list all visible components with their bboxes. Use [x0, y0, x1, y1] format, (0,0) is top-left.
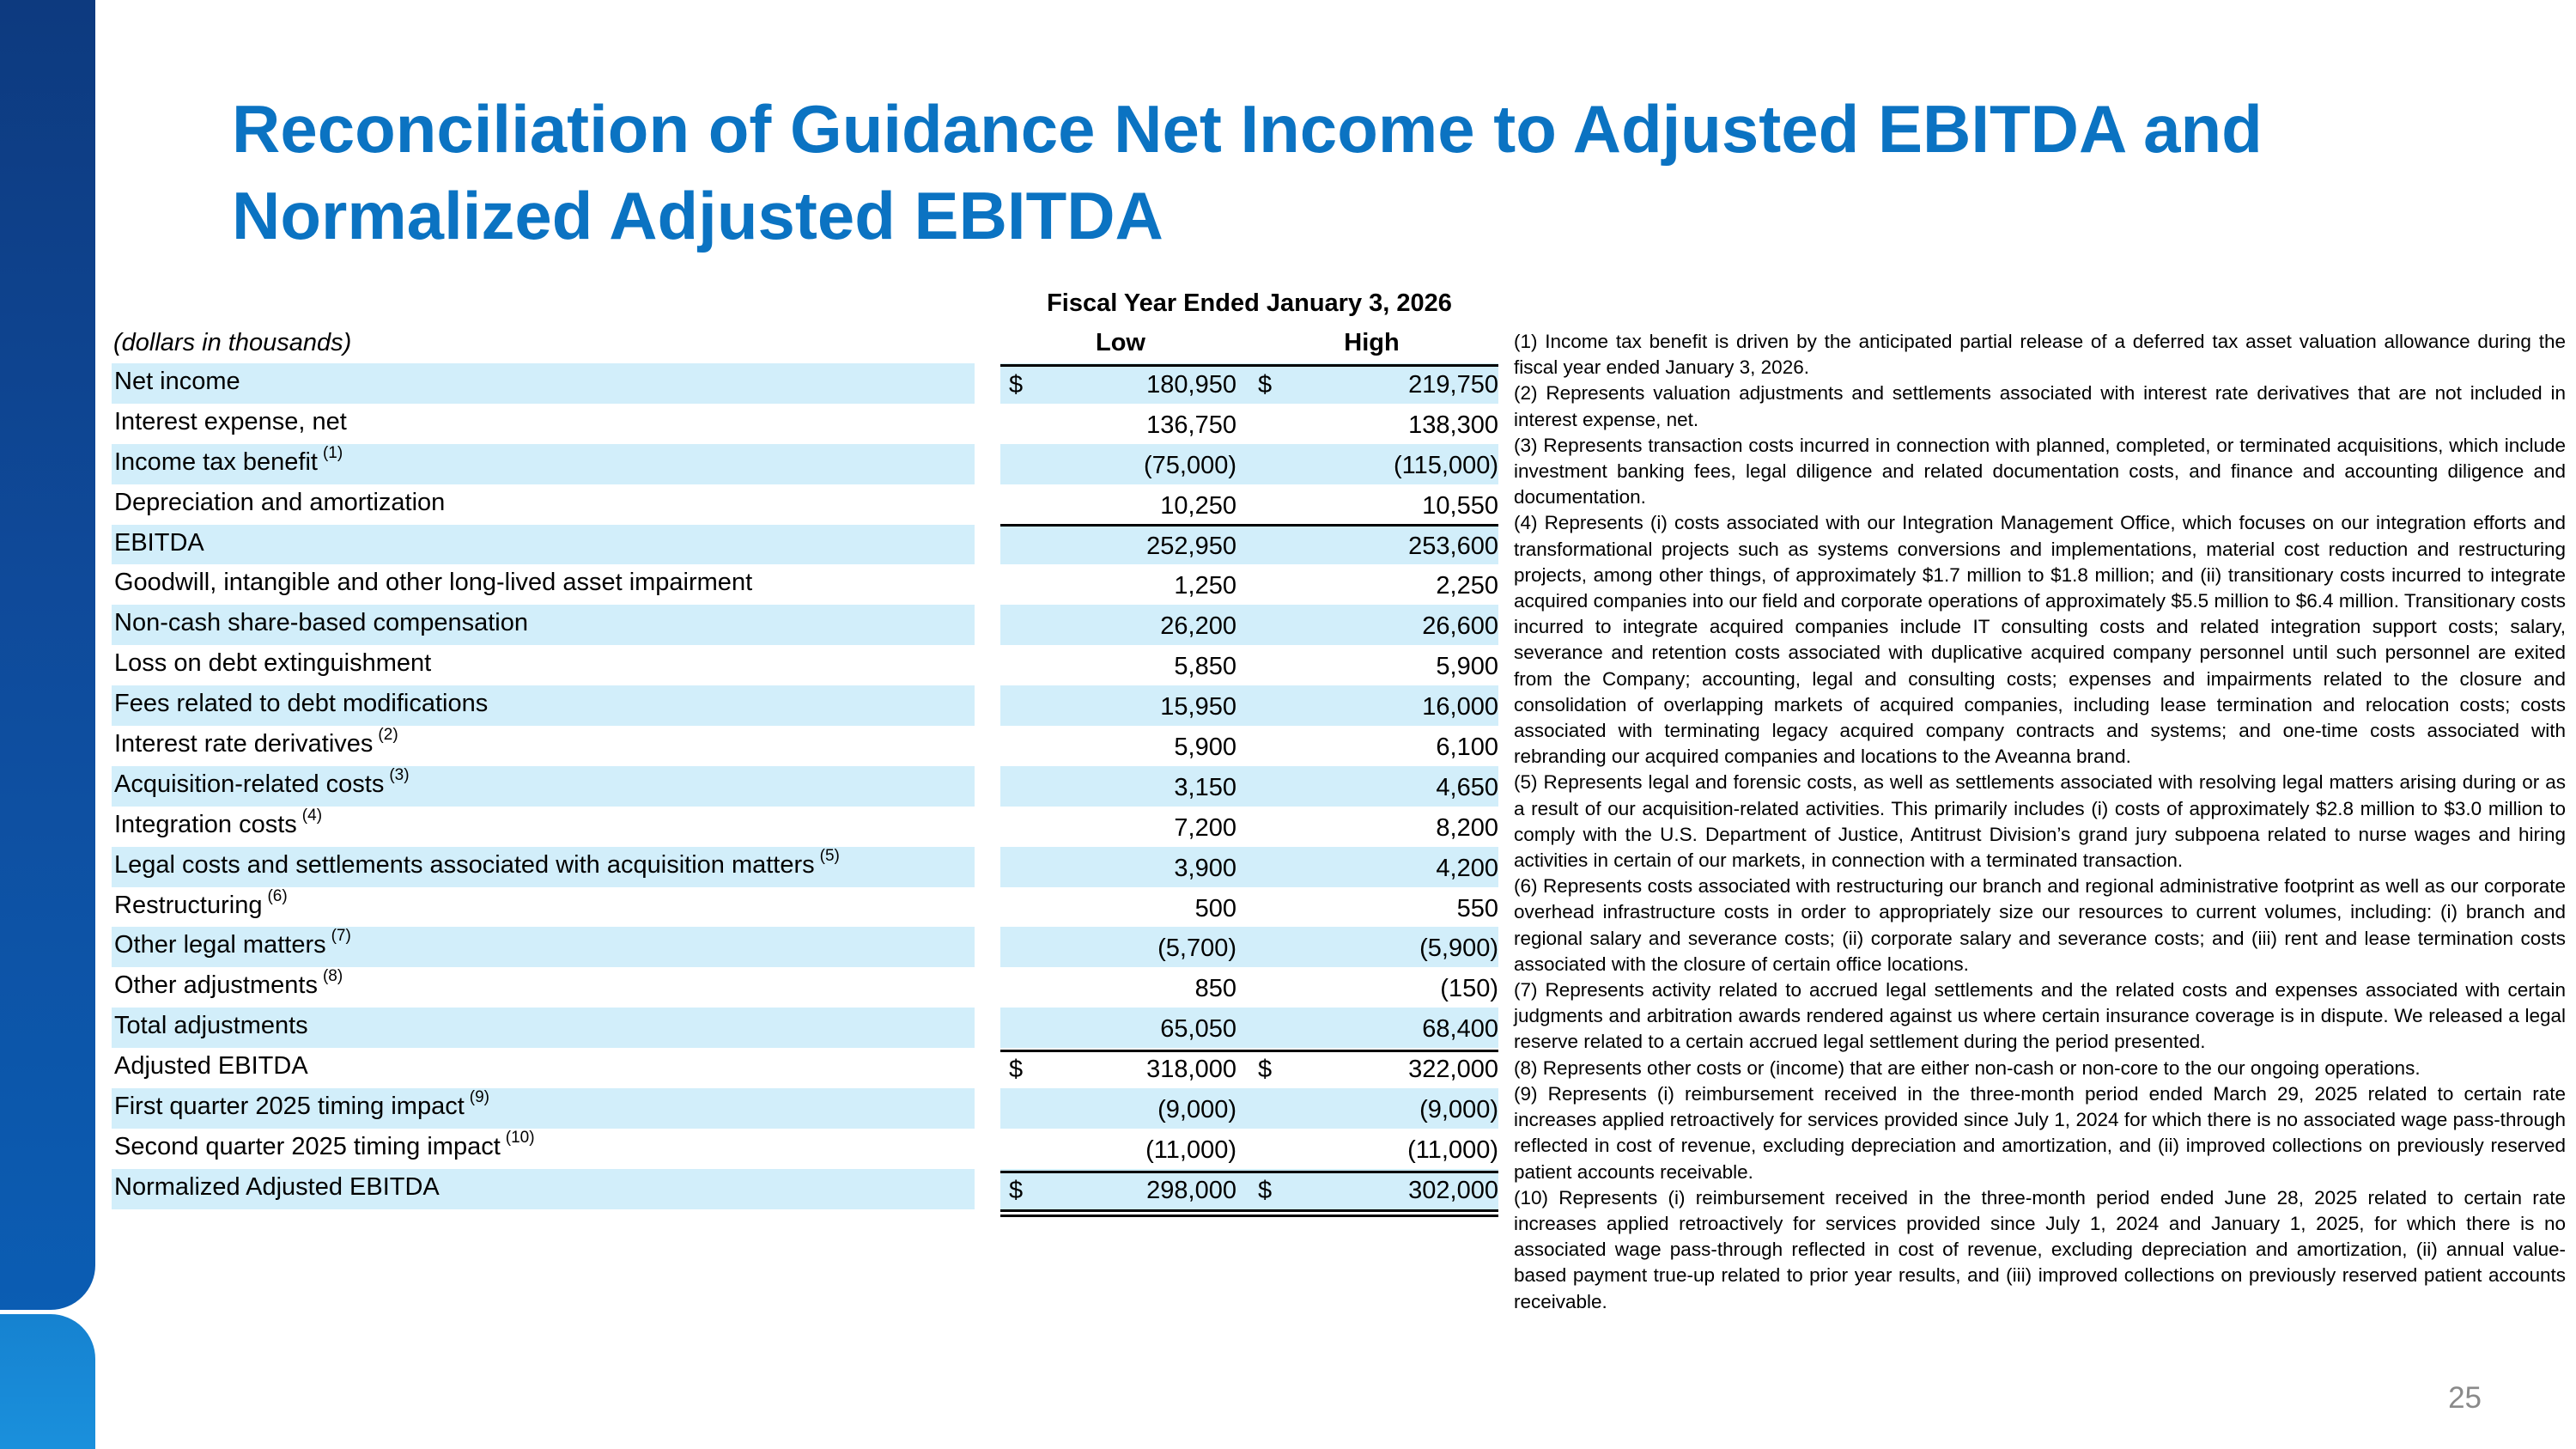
high-value: 219,750 — [1408, 371, 1498, 399]
footnote-item: (1) Income tax benefit is driven by the anticipated partial release of a deferred tax asset valuation allowance during the fiscal year ended January 3, 2026. — [1514, 331, 2566, 379]
high-value: (5,900) — [1419, 935, 1498, 963]
row-label — [114, 886, 288, 920]
row-label-text: Integration costs — [114, 810, 297, 838]
row-label — [114, 967, 343, 1000]
high-value: (11,000) — [1407, 1135, 1498, 1164]
low-currency: $ — [1009, 1176, 1024, 1204]
footnote-item: (2) Represents valuation adjustments and settlements associated with interest rate derivatives that are not included in interest expense, net. — [1514, 382, 2566, 430]
table-row — [112, 1169, 1498, 1209]
footnote-ref: (1) — [322, 443, 343, 462]
row-value-background — [1000, 967, 1498, 1008]
footnote-item: (5) Represents legal and forensic costs, as well as settlements associated with resolving legal matters arising during or as a result of our acquisition-related activities. This primarily includes (i) costs of approximately $2.8 million to $3.0 million to comply with the U.S. Department of Justice, Antitrust Division’s grand jury subpoena related to nurse wages and hiring activities in certain of our markets, in connection with a terminated transaction. — [1514, 771, 2566, 872]
row-label-text: Goodwill, intangible and other long-lived asset impairment — [114, 569, 753, 597]
low-value: 180,950 — [1146, 371, 1236, 399]
high-value: (115,000) — [1394, 451, 1498, 479]
table-row — [112, 645, 1498, 685]
table-row — [112, 726, 1498, 766]
row-label-text: Acquisition-related costs — [114, 770, 385, 798]
double-rule-bottom — [1000, 1215, 1498, 1217]
subtotal-rule-adjusted-ebitda — [1000, 1050, 1498, 1052]
row-value-background — [1000, 564, 1498, 605]
period-header: Fiscal Year Ended January 3, 2026 — [1047, 289, 1452, 317]
row-label — [114, 443, 343, 477]
table-row — [112, 1008, 1498, 1048]
low-value: 10,250 — [1160, 491, 1236, 520]
low-value: 318,000 — [1146, 1056, 1236, 1084]
row-value-background — [1000, 645, 1498, 685]
low-value: (5,700) — [1157, 935, 1236, 963]
table-row — [112, 444, 1498, 484]
table-row — [112, 807, 1498, 847]
table-row — [112, 605, 1498, 645]
subtotal-rule-normalized — [1000, 1171, 1498, 1173]
reconciliation-table — [112, 363, 1498, 1209]
row-label — [114, 408, 352, 436]
row-label — [114, 569, 757, 597]
row-label — [114, 649, 436, 678]
row-label — [114, 1052, 313, 1081]
high-value: 550 — [1456, 894, 1498, 922]
low-value: 136,750 — [1146, 411, 1236, 439]
row-label — [114, 846, 840, 880]
high-value: 6,100 — [1436, 734, 1498, 762]
footnote-item: (7) Represents activity related to accrued legal settlements and the related costs and expenses associated with certain judgments and arbitration awards rendered against us where certain insurance coverage is in dispute. We released a legal reserve related to a certain accrued legal settlement during the period presented. — [1514, 979, 2566, 1053]
header-underline — [1000, 364, 1498, 367]
footnote-item: (8) Represents other costs or (income) that are either non-cash or non-core to the our ongoing operations. — [1514, 1056, 2421, 1079]
row-label-text: Income tax benefit — [114, 447, 318, 476]
row-label — [114, 529, 210, 557]
row-label — [114, 765, 410, 799]
table-row — [112, 363, 1498, 404]
table-row — [112, 847, 1498, 887]
high-currency: $ — [1258, 1056, 1273, 1084]
low-value: 3,150 — [1174, 773, 1236, 801]
row-label — [114, 1088, 490, 1121]
high-value: 26,600 — [1422, 612, 1498, 641]
high-value: (150) — [1440, 975, 1498, 1003]
high-value: 302,000 — [1408, 1176, 1498, 1204]
low-value: 26,200 — [1160, 612, 1236, 641]
row-label — [114, 1012, 313, 1040]
low-value: 7,200 — [1174, 813, 1236, 842]
low-value: 500 — [1194, 894, 1236, 922]
row-label-text: Normalized Adjusted EBITDA — [114, 1172, 440, 1201]
table-row — [112, 404, 1498, 444]
row-label — [114, 726, 398, 758]
high-value: 4,200 — [1436, 854, 1498, 882]
footnote-item: (4) Represents (i) costs associated with our Integration Management Office, which focuses on our integration efforts and transformational projects such as systems conversions and implementations, material cost reduction and restructuring projects, among other things, of approximately $1.7 million to $1.8 million; and (ii) transitionary costs incurred to integrate acquired companies into our field and corporate operations of approximately $5.5 million to $6.4 million. Transitionary costs incurred to integrate acquired companies include IT consulting costs and related integration support costs; salary, severance and retention costs associated with duplicative acquired company personnel until such personnel are exited from the Company; accounting, legal and consulting costs; expenses and impairments related to the closure and consolidation of overlapping markets of acquired companies, including lease termination and relocation costs; costs associated with terminating legacy acquired company contracts and systems; and one-time costs associated with rebranding our acquired companies and locations to the Aveanna brand. — [1514, 512, 2566, 768]
footnote-item: (6) Represents costs associated with restructuring our branch and regional administrative footprint as well as our corporate overhead infrastructure costs in order to appropriately size our resources to current volumes, including: (i) branch and regional salary and severance costs; (ii) corporate salary and severance costs; and (iii) rent and lease termination costs associated with the closure of certain office locations. — [1514, 875, 2566, 975]
table-row — [112, 887, 1498, 928]
row-label-text: EBITDA — [114, 528, 204, 557]
footnotes — [1514, 329, 2566, 1315]
low-value: (75,000) — [1143, 451, 1236, 479]
row-value-background — [1000, 766, 1498, 807]
table-row — [112, 1048, 1498, 1088]
row-label-text: Other adjustments — [114, 971, 318, 1000]
row-value-background — [1000, 807, 1498, 847]
footnote-ref: (5) — [819, 846, 840, 865]
table-row — [112, 967, 1498, 1008]
row-label-text: Restructuring — [114, 891, 263, 919]
footnote-ref: (2) — [378, 726, 398, 745]
units-label: (dollars in thousands) — [113, 329, 352, 356]
sidebar-decoration — [0, 0, 95, 1449]
row-value-background — [1000, 726, 1498, 766]
row-label-text: Total adjustments — [114, 1012, 308, 1040]
footnote-ref: (9) — [469, 1088, 490, 1107]
footnote-ref: (8) — [322, 967, 343, 986]
column-header-low: Low — [1096, 329, 1145, 356]
low-value: 298,000 — [1146, 1176, 1236, 1204]
table-row — [112, 1088, 1498, 1129]
row-label — [114, 690, 493, 718]
high-value: 253,600 — [1408, 532, 1498, 560]
table-row — [112, 927, 1498, 967]
sidebar-band-top — [0, 0, 95, 1310]
row-label-text: Depreciation and amortization — [114, 488, 446, 516]
high-value: 16,000 — [1422, 693, 1498, 721]
high-value: 4,650 — [1436, 773, 1498, 801]
footnote-ref: (4) — [301, 806, 323, 825]
footnote-item: (9) Represents (i) reimbursement received in the three-month period ended March 29, 2025 related to certain rate increases applied retroactively for services provided since July 1, 2024 for which there is no associated wage pass-through reflected in cost of revenue, excluding depreciation and amortization, and (ii) improved collections on previously reserved patient accounts receivable. — [1514, 1082, 2566, 1183]
low-value: 65,050 — [1160, 1015, 1236, 1044]
high-value: 8,200 — [1436, 813, 1498, 842]
low-value: (9,000) — [1157, 1096, 1236, 1124]
row-label — [114, 806, 323, 839]
low-value: 5,900 — [1174, 734, 1236, 762]
row-label-text: Non-cash share-based compensation — [114, 609, 528, 637]
low-value: 1,250 — [1174, 572, 1236, 600]
row-value-background — [1000, 887, 1498, 928]
low-value: 15,950 — [1160, 693, 1236, 721]
high-currency: $ — [1258, 371, 1273, 399]
footnote-ref: (6) — [267, 886, 288, 905]
double-rule-top — [1000, 1209, 1498, 1212]
low-value: 5,850 — [1174, 653, 1236, 681]
table-row — [112, 484, 1498, 525]
low-value: 252,950 — [1146, 532, 1236, 560]
footnote-item: (3) Represents transaction costs incurred in connection with planned, completed, or terminated acquisitions, which include investment banking fees, legal diligence and related documentation costs, and finance and accounting diligence and documentation. — [1514, 434, 2566, 508]
row-label-text: Other legal matters — [114, 931, 326, 959]
row-label — [114, 489, 450, 517]
high-currency: $ — [1258, 1176, 1273, 1204]
row-label-text: Second quarter 2025 timing impact — [114, 1132, 501, 1160]
high-value: 68,400 — [1422, 1015, 1498, 1044]
row-label — [114, 927, 351, 959]
high-value: 322,000 — [1408, 1056, 1498, 1084]
row-label-background — [112, 525, 975, 565]
row-label-text: Fees related to debt modifications — [114, 690, 489, 718]
row-label — [114, 1128, 535, 1161]
page-number: 25 — [2448, 1381, 2482, 1415]
row-label-text: Interest rate derivatives — [114, 730, 374, 758]
row-label — [114, 368, 246, 396]
high-value: 138,300 — [1408, 411, 1498, 439]
sidebar-band-bottom — [0, 1314, 95, 1449]
table-row — [112, 685, 1498, 726]
row-value-background — [1000, 847, 1498, 887]
row-label-text: Net income — [114, 368, 240, 395]
low-value: 850 — [1194, 975, 1236, 1003]
high-value: (9,000) — [1419, 1096, 1498, 1124]
table-row — [112, 1129, 1498, 1169]
footnote-ref: (7) — [331, 927, 351, 946]
row-label-text: First quarter 2025 timing impact — [114, 1093, 465, 1121]
row-label-text: Adjusted EBITDA — [114, 1052, 308, 1081]
row-label — [114, 1173, 445, 1202]
high-value: 10,550 — [1422, 491, 1498, 520]
footnote-item: (10) Represents (i) reimbursement received in the three-month period ended June 28, 2025 related to certain rate increases applied retroactively for services provided since July 1, 2024 and January 1, 2025, for which there is no associated wage pass-through reflected in cost of revenue, excluding depreciation and amortization, (ii) annual value-based payment true-up related to prior year results, and (iii) improved collections on previously reserved patient accounts receivable. — [1514, 1186, 2566, 1312]
footnote-ref: (3) — [389, 765, 410, 784]
table-row — [112, 766, 1498, 807]
table-row — [112, 564, 1498, 605]
row-label-text: Loss on debt extinguishment — [114, 649, 432, 678]
high-value: 5,900 — [1436, 653, 1498, 681]
footnote-ref: (10) — [505, 1128, 535, 1147]
high-value: 2,250 — [1436, 572, 1498, 600]
low-value: 3,900 — [1174, 854, 1236, 882]
subtotal-rule-ebitda — [1000, 524, 1498, 527]
page-title: Reconciliation of Guidance Net Income to Adjusted EBITDA and Normalized Adjusted EBITDA — [232, 91, 2263, 253]
table-row — [112, 525, 1498, 565]
row-label-text: Interest expense, net — [114, 407, 347, 435]
low-currency: $ — [1009, 1056, 1024, 1084]
row-label — [114, 609, 533, 637]
column-header-high: High — [1344, 329, 1400, 356]
low-currency: $ — [1009, 371, 1024, 399]
low-value: (11,000) — [1145, 1135, 1236, 1164]
row-label-text: Legal costs and settlements associated with acquisition matters — [114, 850, 815, 879]
